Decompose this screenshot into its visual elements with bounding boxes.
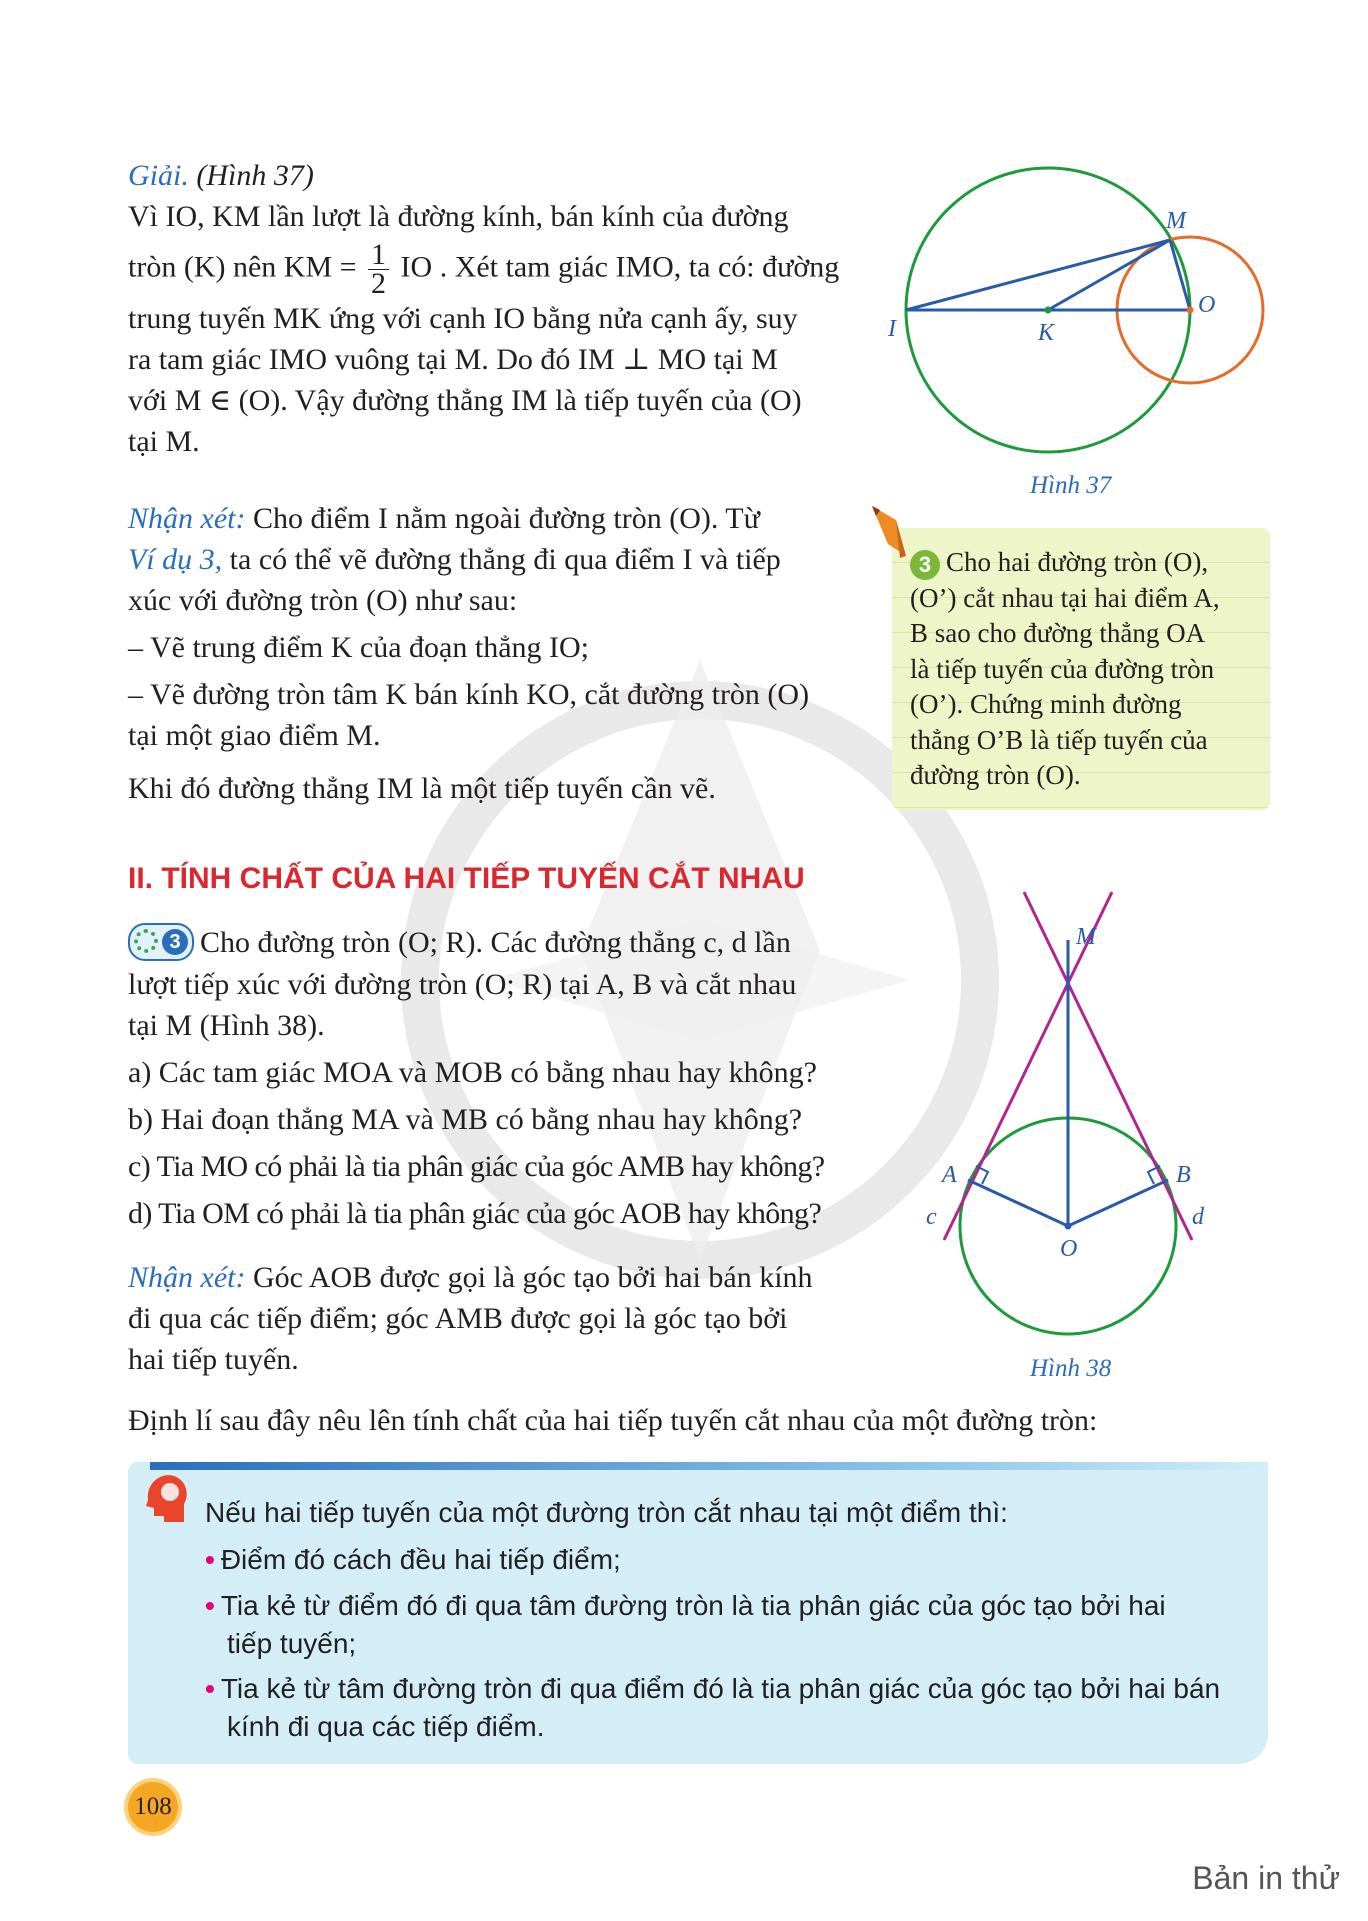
theorem-bullet-2: • Tia kẻ từ điểm đó đi qua tâm đường tròn là tia phân giác của góc tạo bởi hai tiếp tuyến;	[205, 1590, 1166, 1659]
page-number: 108	[128, 1782, 178, 1832]
solution-line-5: với M ∈ (O). Vậy đường thẳng IM là tiếp tuyến của (O)	[128, 384, 802, 417]
theorem-bullet-1: • Điểm đó cách đều hai tiếp điểm;	[205, 1544, 621, 1575]
remark-1-line-1: Cho điểm I nằm ngoài đường tròn (O). Từ	[252, 502, 760, 535]
segment-km	[1048, 240, 1170, 310]
exercise-line-4: là tiếp tuyến của đường tròn	[910, 653, 1215, 684]
draft-footer: Bản in thử	[1192, 1860, 1340, 1896]
exercise-line-1: Cho hai đường tròn (O),	[946, 547, 1209, 577]
remark-1-line-6: tại một giao điểm M.	[128, 719, 381, 752]
figure-38-caption: Hình 38	[1030, 1355, 1112, 1382]
label-o-fig38: O	[1060, 1236, 1078, 1262]
label-k: K	[1038, 320, 1055, 346]
theorem-top-bar	[150, 1462, 1268, 1470]
exercise-line-7: đường tròn (O).	[910, 760, 1081, 790]
activity-line-3: tại M (Hình 38).	[128, 1009, 325, 1043]
section-title: II. TÍNH CHẤT CỦA HAI TIẾP TUYẾN CẮT NHAU	[128, 862, 805, 895]
activity-line-2: lượt tiếp xúc với đường tròn (O; R) tại A, B và cắt nhau	[128, 968, 797, 1002]
activity-paragraph	[128, 922, 840, 1234]
segment-im	[906, 240, 1170, 310]
fraction-one-half: $\frac{1}{2}$	[368, 241, 389, 298]
remark-1-line-3: xúc với đường tròn (O) như sau:	[128, 584, 518, 617]
label-d: d	[1192, 1204, 1204, 1230]
point-o	[1187, 307, 1194, 314]
gear-icon	[134, 929, 158, 953]
label-i: I	[888, 316, 896, 342]
solution-ref: (Hình 37)	[196, 159, 314, 192]
pencil-icon	[866, 500, 916, 570]
solution-line-1: Vì IO, KM lần lượt là đường kính, bán kính của đường	[128, 200, 789, 233]
activity-question-d: d) Tia OM có phải là tia phân giác của góc AOB hay không?	[128, 1197, 822, 1231]
segment-ob	[1068, 1180, 1168, 1226]
activity-badge	[128, 923, 194, 961]
remark-1-line-5: – Vẽ đường tròn tâm K bán kính KO, cắt đường tròn (O)	[128, 678, 810, 711]
solution-line-2a: tròn (K) nên KM =	[128, 250, 357, 284]
remark-paragraph-2	[128, 1257, 840, 1380]
remark-2-line-1: Góc AOB được gọi là góc tạo bởi hai bán kính	[252, 1261, 813, 1294]
theorem-bullet-3: • Tia kẻ từ tâm đường tròn đi qua điểm đó là tia phân giác của góc tạo bởi hai bán kính đi qua các tiếp điểm.	[205, 1673, 1221, 1742]
activity-question-c: c) Tia MO có phải là tia phân giác của góc AMB hay không?	[128, 1150, 825, 1184]
segment-oa	[968, 1180, 1068, 1226]
exercise-line-2: (O’) cắt nhau tại hai điểm A,	[910, 582, 1220, 613]
remark-1-label: Nhận xét:	[128, 502, 246, 535]
exercise-line-3: B sao cho đường thẳng OA	[910, 618, 1206, 648]
remark-1-ref: Ví dụ 3,	[128, 543, 223, 576]
exercise-number-badge: 3	[910, 550, 940, 580]
figure-37	[880, 160, 1280, 500]
remark-2-line-3: hai tiếp tuyến.	[128, 1343, 299, 1376]
label-o: O	[1198, 292, 1216, 318]
head-icon	[140, 1470, 192, 1528]
point-k	[1045, 307, 1052, 314]
label-m-fig38: M	[1076, 924, 1096, 950]
solution-label: Giải.	[128, 159, 189, 192]
solution-line-4: ra tam giác IMO vuông tại M. Do đó IM ⊥ MO tại M	[128, 343, 778, 376]
activity-question-b: b) Hai đoạn thẳng MA và MB có bằng nhau hay không?	[128, 1103, 803, 1137]
exercise-text	[910, 545, 1252, 794]
figure-37-caption: Hình 37	[1030, 472, 1112, 499]
label-b: B	[1176, 1162, 1191, 1188]
theorem-intro: Định lí sau đây nêu lên tính chất của hai tiếp tuyến cắt nhau của một đường tròn:	[128, 1404, 1098, 1437]
exercise-line-5: (O’). Chứng minh đường	[910, 689, 1182, 719]
remark-1-line-7: Khi đó đường thẳng IM là một tiếp tuyến cần vẽ.	[128, 772, 716, 805]
remark-2-label: Nhận xét:	[128, 1261, 246, 1294]
tangent-d	[1024, 892, 1192, 1240]
label-m: M	[1166, 208, 1186, 234]
activity-question-a: a) Các tam giác MOA và MOB có bằng nhau hay không?	[128, 1056, 817, 1090]
remark-paragraph-1	[128, 498, 840, 809]
activity-number: 3	[162, 929, 188, 955]
remark-2-line-2: đi qua các tiếp điểm; góc AMB được gọi là góc tạo bởi	[128, 1302, 788, 1335]
solution-line-3: trung tuyến MK ứng với cạnh IO bằng nửa cạnh ấy, suy	[128, 302, 798, 335]
label-c: c	[926, 1204, 937, 1230]
solution-line-6: tại M.	[128, 425, 200, 458]
label-a: A	[942, 1162, 957, 1188]
remark-1-line-2: ta có thể vẽ đường thẳng đi qua điểm I và tiếp	[229, 543, 781, 576]
figure-38	[920, 880, 1250, 1350]
exercise-line-6: thẳng O’B là tiếp tuyến của	[910, 724, 1208, 755]
solution-paragraph	[128, 155, 840, 462]
activity-line-1: Cho đường tròn (O; R). Các đường thẳng c, d lần	[200, 926, 791, 959]
solution-line-2b: IO . Xét tam giác IMO, ta có: đường	[400, 250, 840, 284]
theorem-lead: Nếu hai tiếp tuyến của một đường tròn cắt nhau tại một điểm thì:	[205, 1497, 1008, 1528]
remark-1-line-4: – Vẽ trung điểm K của đoạn thẳng IO;	[128, 631, 590, 664]
